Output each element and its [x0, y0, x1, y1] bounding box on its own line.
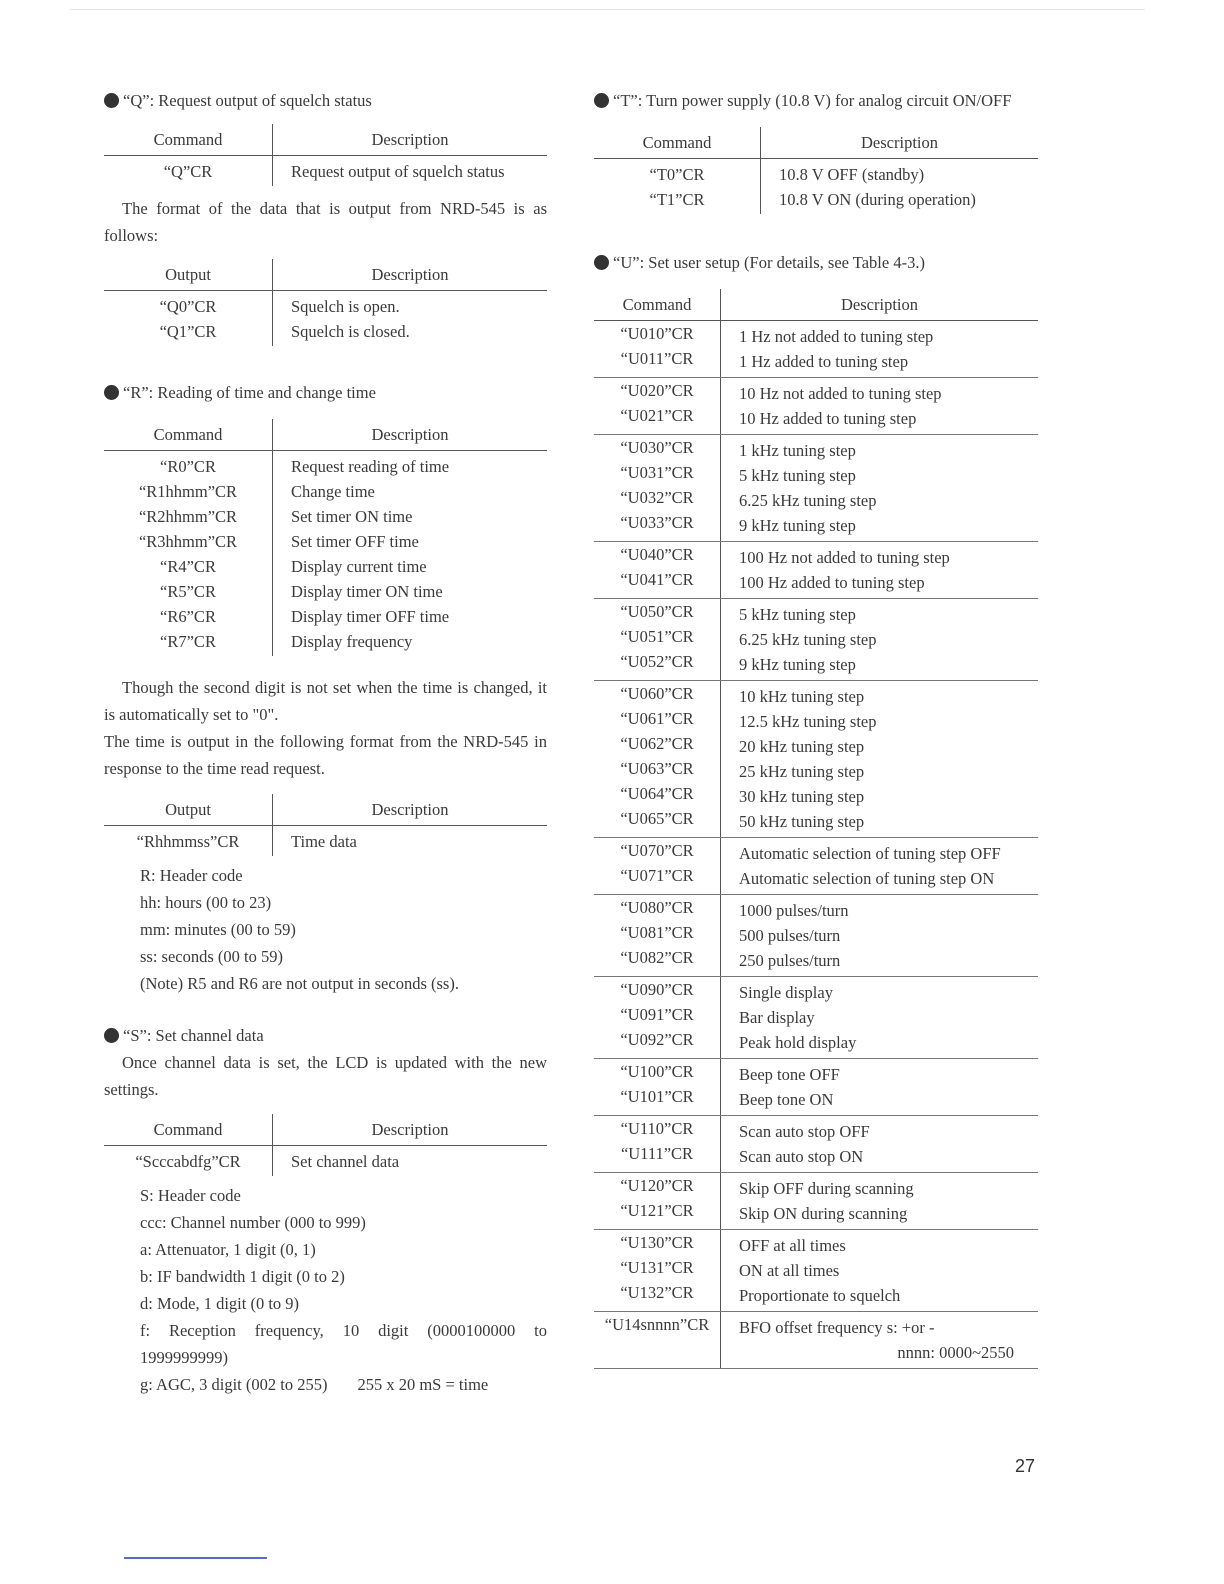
command-description: Skip OFF during scanning: [739, 1179, 914, 1198]
s-notes: [104, 1182, 547, 1398]
bullet-dot-icon: [594, 255, 609, 270]
command-description: 5 kHz tuning step: [739, 466, 856, 485]
command-code: “U065”CR: [620, 809, 694, 828]
table-row: [594, 895, 1038, 977]
command-description: 1000 pulses/turn: [739, 901, 849, 920]
bullet-dot-icon: [594, 93, 609, 108]
note-line: g: AGC, 3 digit (002 to 255) 255 x 20 mS = time: [140, 1375, 489, 1394]
command-description: 1 kHz tuning step: [739, 441, 856, 460]
table-row: [594, 1173, 1038, 1230]
command-description: 6.25 kHz tuning step: [739, 491, 877, 510]
table-row: [594, 321, 1038, 378]
section-q-heading: “Q”: Request output of squelch status: [104, 88, 547, 114]
note-line: b: IF bandwidth 1 digit (0 to 2): [140, 1267, 345, 1286]
command-code: “U050”CR: [620, 602, 694, 621]
command-code: “U14snnnn”CR: [604, 1315, 710, 1334]
command-description: 1 Hz not added to tuning step: [739, 327, 934, 346]
note-line: S: Header code: [140, 1186, 241, 1205]
command-code: “U130”CR: [620, 1233, 694, 1252]
command-description: 100 Hz added to tuning step: [739, 573, 925, 592]
q-format-paragraph: The format of the data that is output from NRD-545 is as follows:: [104, 199, 547, 245]
command-description: Proportionate to squelch: [739, 1286, 901, 1305]
note-line: (Note) R5 and R6 are not output in seconds (ss).: [140, 974, 459, 993]
table-row: [594, 977, 1038, 1059]
note-line: ccc: Channel number (000 to 999): [140, 1213, 366, 1232]
table-row: [594, 838, 1038, 895]
table-header: Description: [273, 419, 548, 451]
note-line: f: Reception frequency, 10 digit (0000100000 to 1999999999): [140, 1321, 547, 1367]
table-row: “R6”CR Display timer OFF time: [104, 604, 547, 629]
command-description: Bar display: [739, 1008, 815, 1027]
command-description: 5 kHz tuning step: [739, 605, 856, 624]
table-row: “R4”CR Display current time: [104, 554, 547, 579]
command-code: “U101”CR: [620, 1087, 694, 1106]
footer-rule: [124, 1557, 267, 1559]
table-header: Description: [761, 127, 1039, 159]
table-header: Command: [104, 1114, 273, 1146]
table-row: “R3hhmm”CR Set timer OFF time: [104, 529, 547, 554]
table-header: Description: [273, 1114, 548, 1146]
table-header: Command: [104, 124, 273, 156]
r-time-output-paragraph: The time is output in the following format from the NRD-545 in response to the time read request.: [104, 732, 547, 778]
table-row: “R2hhmm”CR Set timer ON time: [104, 504, 547, 529]
command-description: 500 pulses/turn: [739, 926, 841, 945]
q-output-table: [104, 259, 547, 346]
command-code: “U080”CR: [620, 898, 694, 917]
s-command-table: [104, 1114, 547, 1176]
table-row: “R7”CR Display frequency: [104, 629, 547, 656]
command-description: 10 Hz not added to tuning step: [739, 384, 942, 403]
command-code: “U061”CR: [620, 709, 694, 728]
command-description: 25 kHz tuning step: [739, 762, 865, 781]
command-description: Skip ON during scanning: [739, 1204, 908, 1223]
table-header: Command: [594, 127, 761, 159]
table-row: [594, 542, 1038, 599]
table-row: [594, 1312, 1038, 1369]
table-row: “Q1”CR Squelch is closed.: [104, 319, 547, 346]
command-description: 10 Hz added to tuning step: [739, 409, 917, 428]
command-code: “U021”CR: [620, 406, 694, 425]
table-header: Description: [721, 289, 1039, 321]
command-description: OFF at all times: [739, 1236, 846, 1255]
command-code: “U033”CR: [620, 513, 694, 532]
table-header: Output: [104, 794, 273, 826]
command-code: “U092”CR: [620, 1030, 694, 1049]
table-row: “Q0”CR Squelch is open.: [104, 291, 547, 320]
command-description: Automatic selection of tuning step ON: [739, 869, 995, 888]
command-code: “U011”CR: [620, 349, 694, 368]
command-code: “U052”CR: [620, 652, 694, 671]
command-description: Automatic selection of tuning step OFF: [739, 844, 1001, 863]
command-code: “U091”CR: [620, 1005, 694, 1024]
s-paragraph: Once channel data is set, the LCD is updated with the new settings.: [104, 1053, 547, 1099]
table-row: [594, 1230, 1038, 1312]
t-command-table: [594, 127, 1038, 214]
command-code: “U041”CR: [620, 570, 694, 589]
left-column: [104, 88, 547, 1398]
table-header: Description: [273, 124, 548, 156]
command-code: “U110”CR: [620, 1119, 694, 1138]
table-row: “Rhhmmss”CR Time data: [104, 826, 547, 857]
command-description: Scan auto stop ON: [739, 1147, 864, 1166]
table-row: [594, 599, 1038, 681]
u-command-table: [594, 289, 1038, 1369]
page-number: 27: [1015, 1456, 1036, 1476]
note-line: ss: seconds (00 to 59): [140, 947, 283, 966]
command-code: “U010”CR: [620, 324, 694, 343]
command-description: Beep tone OFF: [739, 1065, 840, 1084]
command-code: “U031”CR: [620, 463, 694, 482]
command-code: “U120”CR: [620, 1176, 694, 1195]
right-column: [594, 88, 1038, 1369]
command-code: “U060”CR: [620, 684, 694, 703]
command-code: “U064”CR: [620, 784, 694, 803]
command-code: “U070”CR: [620, 841, 694, 860]
command-code: “U032”CR: [620, 488, 694, 507]
bullet-dot-icon: [104, 1028, 119, 1043]
table-header: Command: [594, 289, 721, 321]
section-u-heading: “U”: Set user setup (For details, see Table 4-3.): [594, 250, 1038, 276]
r-time-change-paragraph: Though the second digit is not set when the time is changed, it is automatically set to "0".: [104, 678, 547, 724]
command-code: “U020”CR: [620, 381, 694, 400]
table-row: [594, 1116, 1038, 1173]
command-description: 100 Hz not added to tuning step: [739, 548, 950, 567]
r-notes: [104, 862, 547, 997]
command-description: 30 kHz tuning step: [739, 787, 865, 806]
command-code: “U121”CR: [620, 1201, 694, 1220]
command-code: “U030”CR: [620, 438, 694, 457]
table-row: “Scccabdfg”CR Set channel data: [104, 1146, 547, 1177]
section-r-heading: “R”: Reading of time and change time: [104, 380, 547, 406]
command-description: 6.25 kHz tuning step: [739, 630, 877, 649]
table-row: “Q”CR Request output of squelch status: [104, 156, 547, 187]
q-command-table: [104, 124, 547, 186]
command-description: BFO offset frequency s: +or -: [739, 1318, 935, 1337]
table-row: [594, 378, 1038, 435]
command-description: ON at all times: [739, 1261, 840, 1280]
section-t-heading: “T”: Turn power supply (10.8 V) for analog circuit ON/OFF: [594, 88, 1038, 114]
table-header: Description: [273, 794, 548, 826]
command-code: “U062”CR: [620, 734, 694, 753]
command-description: Scan auto stop OFF: [739, 1122, 870, 1141]
command-description: 250 pulses/turn: [739, 951, 841, 970]
command-description: Single display: [739, 983, 833, 1002]
table-row: “T0”CR 10.8 V OFF (standby): [594, 159, 1038, 188]
note-line: hh: hours (00 to 23): [140, 893, 272, 912]
command-description: 10 kHz tuning step: [739, 687, 865, 706]
command-description: nnnn: 0000~2550: [897, 1343, 1014, 1362]
command-description: 9 kHz tuning step: [739, 655, 856, 674]
command-description: 20 kHz tuning step: [739, 737, 865, 756]
u-table-body: [594, 321, 1038, 1369]
note-line: d: Mode, 1 digit (0 to 9): [140, 1294, 300, 1313]
command-description: Peak hold display: [739, 1033, 857, 1052]
section-s-heading: “S”: Set channel data: [104, 1023, 547, 1049]
command-code: “U082”CR: [620, 948, 694, 967]
command-code: “U100”CR: [620, 1062, 694, 1081]
command-code: “U111”CR: [620, 1144, 694, 1163]
top-rule: [70, 9, 1145, 10]
r-output-table: [104, 794, 547, 856]
r-command-table: [104, 419, 547, 656]
bullet-dot-icon: [104, 93, 119, 108]
command-code: “U090”CR: [620, 980, 694, 999]
table-header: Output: [104, 259, 273, 291]
command-code: “U132”CR: [620, 1283, 694, 1302]
note-line: mm: minutes (00 to 59): [140, 920, 296, 939]
command-code: “U081”CR: [620, 923, 694, 942]
bullet-dot-icon: [104, 385, 119, 400]
command-description: 12.5 kHz tuning step: [739, 712, 877, 731]
note-line: a: Attenuator, 1 digit (0, 1): [140, 1240, 316, 1259]
command-description: 9 kHz tuning step: [739, 516, 856, 535]
command-code: “U131”CR: [620, 1258, 694, 1277]
command-code: “U063”CR: [620, 759, 694, 778]
table-header: Description: [273, 259, 548, 291]
command-description: 50 kHz tuning step: [739, 812, 865, 831]
command-code: “U071”CR: [620, 866, 694, 885]
command-description: 1 Hz added to tuning step: [739, 352, 909, 371]
command-code: “U051”CR: [620, 627, 694, 646]
table-row: “R5”CR Display timer ON time: [104, 579, 547, 604]
command-code: “U040”CR: [620, 545, 694, 564]
command-description: Beep tone ON: [739, 1090, 834, 1109]
table-row: [594, 681, 1038, 838]
table-row: “R1hhmm”CR Change time: [104, 479, 547, 504]
note-line: R: Header code: [140, 866, 243, 885]
table-row: [594, 1059, 1038, 1116]
table-row: “T1”CR 10.8 V ON (during operation): [594, 187, 1038, 214]
table-row: “R0”CR Request reading of time: [104, 451, 547, 480]
table-header: Command: [104, 419, 273, 451]
table-row: [594, 435, 1038, 542]
